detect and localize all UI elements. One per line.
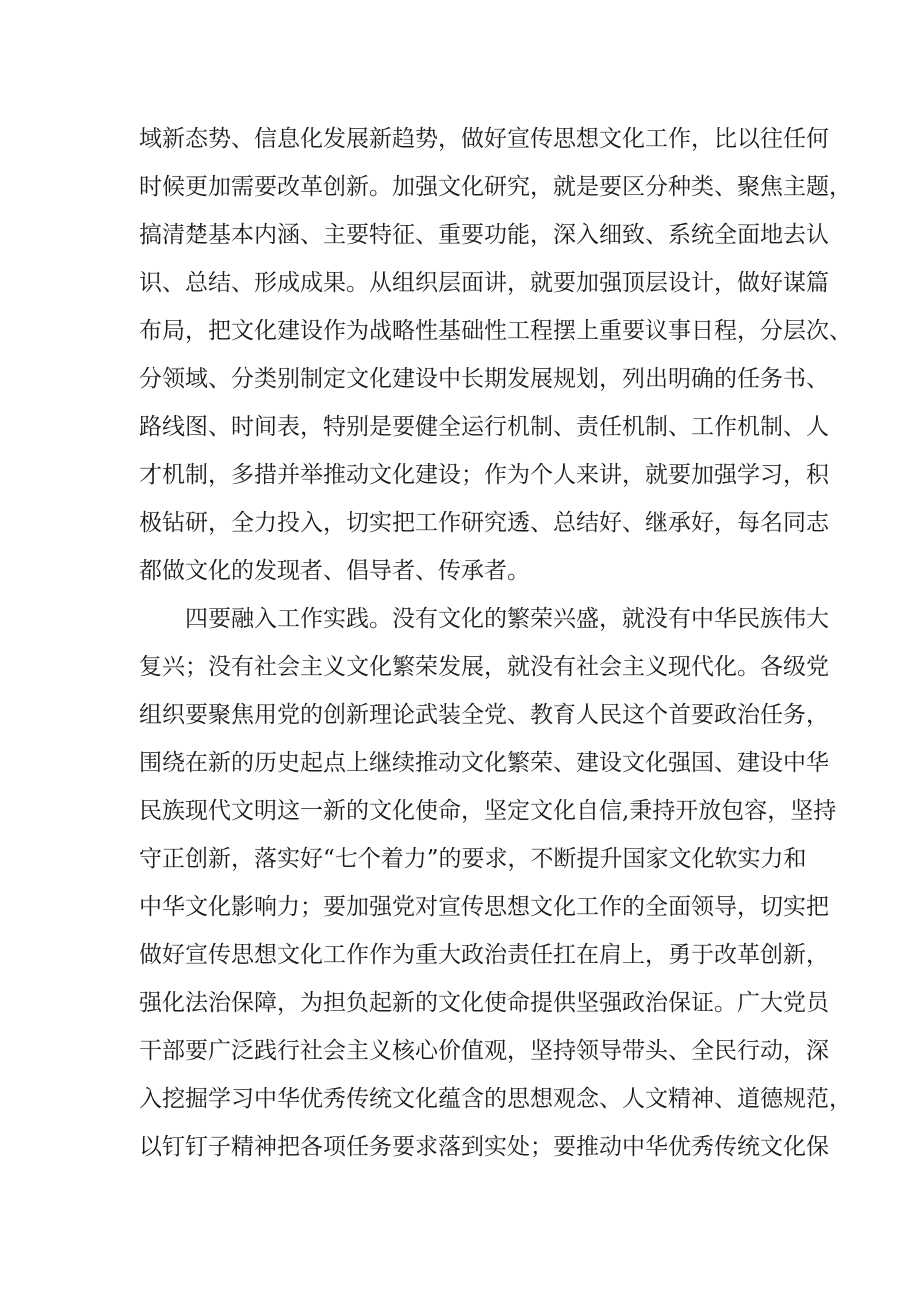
text-line: 域新态势、信息化发展新趋势，做好宣传思想文化工作，比以往任何 [139,126,829,152]
text-line: 强化法治保障，为担负起新的文化使命提供坚强政治保证。广大党员 [139,990,829,1016]
text-line: 识、总结、形成成果。从组织层面讲，就要加强顶层设计，做好谋篇 [139,270,829,296]
text-line: 围绕在新的历史起点上继续推动文化繁荣、建设文化强国、建设中华 [139,750,829,776]
text-line: 布局，把文化建设作为战略性基础性工程摆上重要议事日程，分层次、 [139,318,852,344]
text-line: 搞清楚基本内涵、主要特征、重要功能，深入细致、系统全面地去认 [139,222,829,248]
text-line: 干部要广泛践行社会主义核心价值观，坚持领导带头、全民行动，深 [139,1038,829,1064]
text-line: 都做文化的发现者、倡导者、传承者。 [139,558,530,584]
paragraph-1 [139,115,852,595]
text-line: 守正创新，落实好“七个着力”的要求，不断提升国家文化软实力和 [139,846,807,872]
paragraph-2 [139,595,852,1171]
text-line: 中华文化影响力；要加强党对宣传思想文化工作的全面领导，切实把 [139,894,829,920]
text-line: 路线图、时间表，特别是要健全运行机制、责任机制、工作机制、人 [139,414,829,440]
text-line: 民族现代文明这一新的文化使命，坚定文化自信,秉持开放包容，坚持 [139,798,837,824]
text-line: 分领域、分类别制定文化建设中长期发展规划，列出明确的任务书、 [139,366,829,392]
text-line: 时候更加需要改革创新。加强文化研究，就是要区分种类、聚焦主题， [139,174,852,200]
text-line: 极钻研，全力投入，切实把工作研究透、总结好、继承好，每名同志 [139,510,829,536]
text-line: 以钉钉子精神把各项任务要求落到实处；要推动中华优秀传统文化保 [139,1134,829,1160]
text-line: 才机制，多措并举推动文化建设；作为个人来讲，就要加强学习，积 [139,462,829,488]
text-line: 做好宣传思想文化工作作为重大政治责任扛在肩上，勇于改革创新， [139,942,829,968]
text-line: 组织要聚焦用党的创新理论武装全党、教育人民这个首要政治任务， [139,702,829,728]
text-line: 复兴；没有社会主义文化繁荣发展，就没有社会主义现代化。各级党 [139,654,829,680]
text-line: 四要融入工作实践。没有文化的繁荣兴盛，就没有中华民族伟大 [185,606,829,632]
text-line: 入挖掘学习中华优秀传统文化蕴含的思想观念、人文精神、道德规范， [139,1086,852,1112]
